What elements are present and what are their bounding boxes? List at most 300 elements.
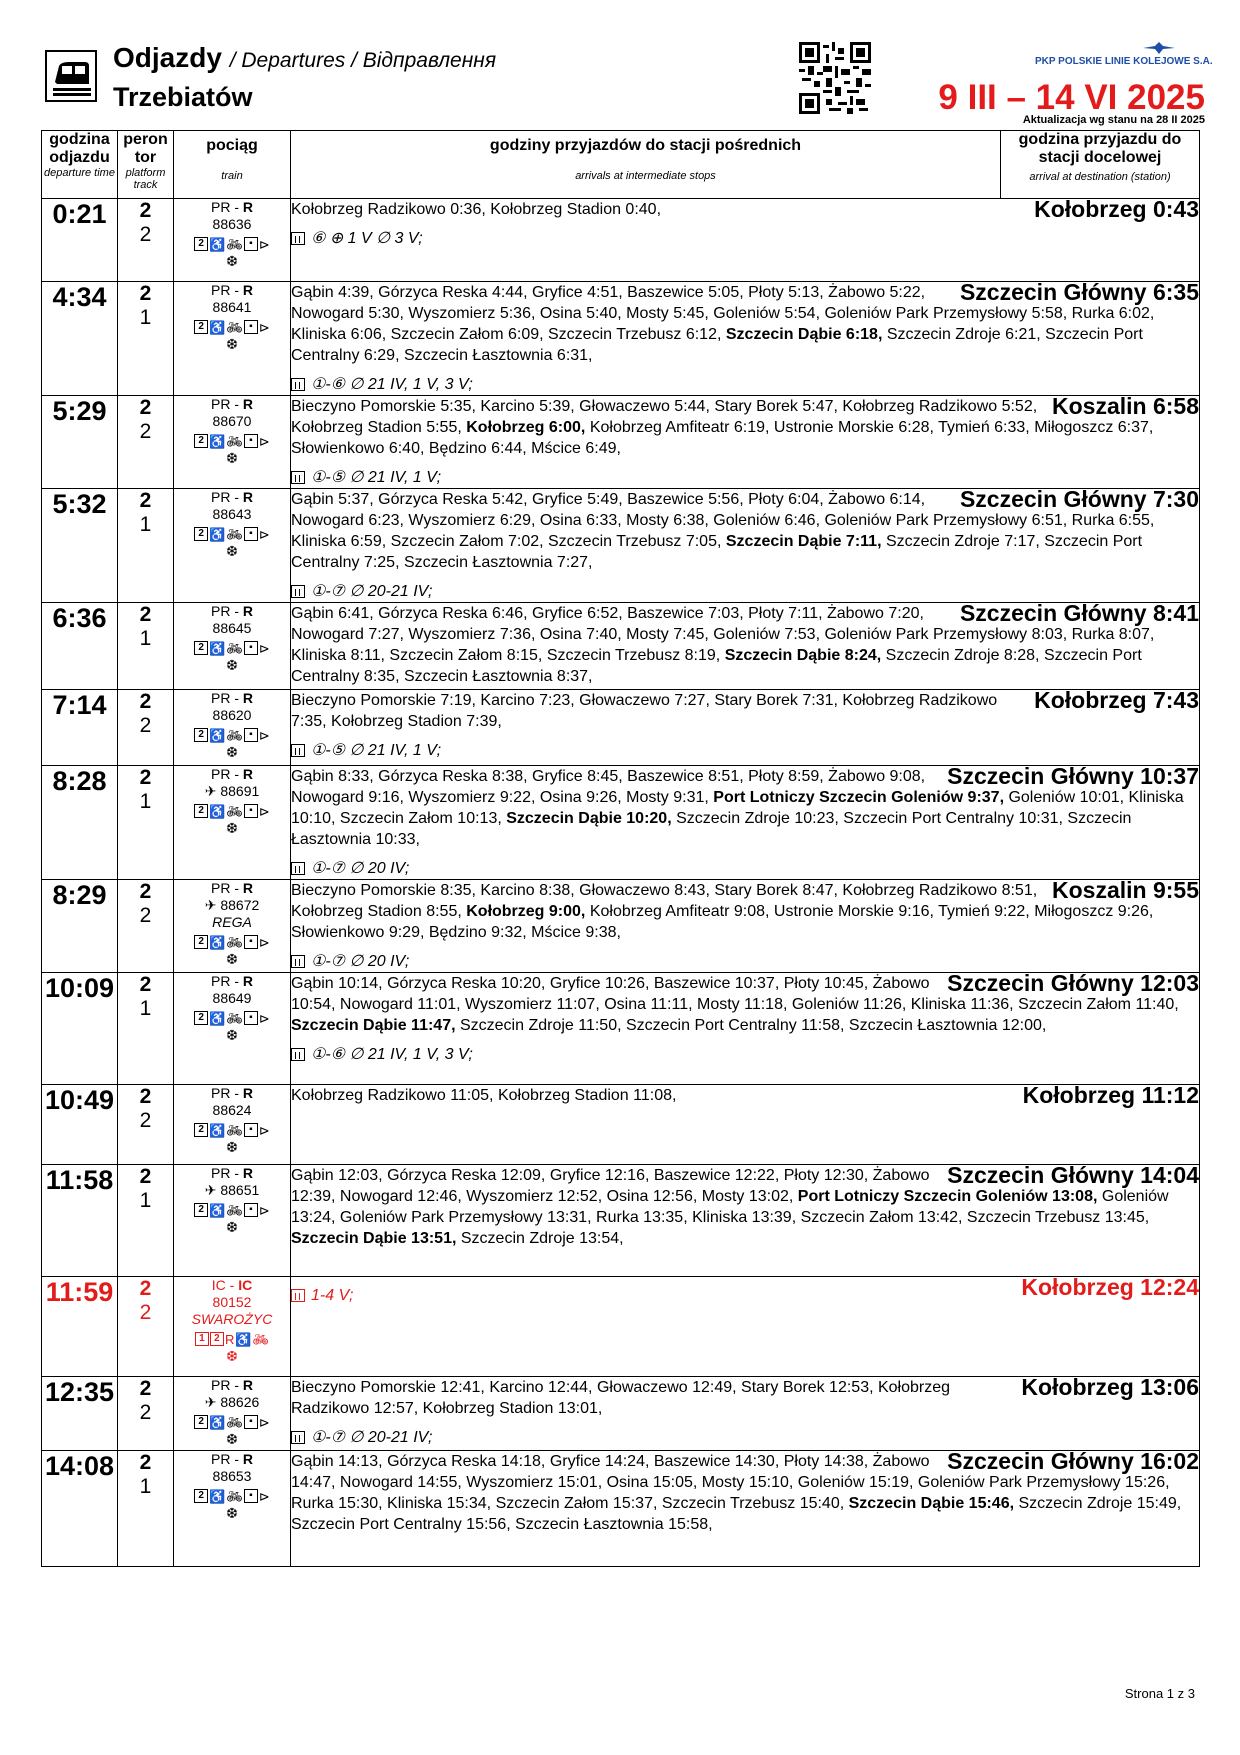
col-intermediate <box>291 131 1001 199</box>
track-number: 2 <box>139 223 152 246</box>
platform-number: 2 <box>139 766 152 789</box>
stops-cell <box>291 600 1200 690</box>
service-icons <box>194 1414 270 1431</box>
departure-time: 4:34 <box>42 282 118 396</box>
bicycle-icon: 🚲︎ <box>226 1122 243 1138</box>
bicycle-icon: 🚲︎ <box>226 727 243 743</box>
departure-time: 12:35 <box>42 1377 118 1451</box>
stops-cell <box>291 1274 1200 1377</box>
table-row <box>42 1165 1200 1277</box>
train-number-line <box>174 1468 290 1485</box>
calendar-footnote <box>291 858 1199 879</box>
calendar-footnote <box>291 581 1199 602</box>
wheelchair-icon: ♿ <box>209 1414 226 1430</box>
platform-number: 2 <box>139 880 152 903</box>
platform-number: 2 <box>139 1451 152 1474</box>
stops-cell <box>291 877 1200 973</box>
accessible-step-icon: ⊳ <box>258 1122 270 1138</box>
service-icons <box>194 319 270 336</box>
accessible-step-icon: ⊳ <box>258 526 270 542</box>
destination-arrival: Kołobrzeg 0:43 <box>1034 196 1199 222</box>
train-number: 88636 <box>212 216 252 232</box>
accessible-step-icon: ⊳ <box>258 236 270 252</box>
track-number: 1 <box>139 306 152 329</box>
intermediate-stops: Gąbin 5:37, Górzyca Reska 5:42, Gryfice 5:49, Baszewice 5:56, Płoty 6:04, Żabowo 6:14, Nowogard 6:23, Wyszomierz 6:29, Osina 6:33, Mosty 6:38, Goleniów 6:46, Goleniów Park Przemysłowy 6:51, Rurka 6:55, Kliniska 6:59, Szczecin Załom 7:02, Szczecin Trzebusz 7:05, Szczecin Dąbie 7:11, Szczecin Zdroje 7:17, Szczecin Port Centralny 7:25, Szczecin Łasztownia 7:27, <box>291 491 1155 571</box>
wheelchair-icon: ♿ <box>209 803 226 819</box>
calendar-icon <box>291 1431 305 1444</box>
col-destination <box>1001 131 1200 199</box>
table-row <box>42 766 1200 880</box>
table-row <box>42 690 1200 766</box>
col-departure-time-en: departure time <box>44 167 115 179</box>
train-category: PR - R <box>210 1377 253 1393</box>
destination-arrival: Kołobrzeg 11:12 <box>1022 1082 1199 1108</box>
page-number: Strona 1 z 3 <box>1124 1686 1195 1701</box>
stops-cell <box>291 279 1200 396</box>
train-number-line <box>174 216 290 233</box>
platform-number: 2 <box>139 199 152 222</box>
col-intermediate-label: godziny przyjazdów do stacji pośrednich <box>489 137 802 154</box>
train-number-line <box>174 783 290 800</box>
stops-cell <box>291 970 1200 1085</box>
train-cell <box>174 603 291 690</box>
service-icons <box>194 934 270 951</box>
train-number: 88649 <box>212 990 252 1006</box>
snowflake-icon: ❆ <box>226 1218 238 1235</box>
platform-cell <box>118 1085 174 1165</box>
departure-time: 7:14 <box>42 690 118 766</box>
second-class-icon: 2 <box>194 1415 208 1429</box>
calendar-icon <box>291 744 305 757</box>
snowflake-icon: ❆ <box>226 335 238 352</box>
train-category: PR - R <box>210 1165 253 1181</box>
col-platform-label: peron tor <box>123 131 168 166</box>
snowflake-icon: ❆ <box>226 743 238 760</box>
title-text: Odjazdy <box>113 42 222 73</box>
intermediate-stops: Kołobrzeg Radzikowo 11:05, Kołobrzeg Stadion 11:08, <box>291 1087 677 1104</box>
platform-number: 2 <box>139 973 152 996</box>
departure-time: 11:58 <box>42 1165 118 1277</box>
ticket-machine-icon: ▪ <box>244 527 258 541</box>
train-number: 88641 <box>212 299 252 315</box>
train-number: 88620 <box>212 707 252 723</box>
calendar-icon <box>291 232 305 245</box>
train-cell <box>174 1165 291 1277</box>
table-row <box>42 880 1200 973</box>
intermediate-stops: Gąbin 10:14, Górzyca Reska 10:20, Gryfice 10:26, Baszewice 10:37, Płoty 10:45, Żabowo 10:54, Nowogard 11:01, Wyszomierz 11:07, Osina 11:11, Mosty 11:18, Goleniów 11:26, Kliniska 11:36, Szczecin Załom 11:40, Szczecin Dąbie 11:47, Szczecin Zdroje 11:50, Szczecin Port Centralny 11:58, Szczecin Łasztownia 12:00, <box>291 975 1179 1034</box>
destination-arrival: Kołobrzeg 7:43 <box>1034 687 1199 713</box>
departure-time: 10:09 <box>42 973 118 1085</box>
second-class-icon: 2 <box>194 1203 208 1217</box>
stops-cell <box>291 196 1200 282</box>
second-class-icon: 2 <box>194 804 208 818</box>
track-number: 2 <box>139 714 152 737</box>
calendar-footnote <box>291 1427 1199 1448</box>
second-class-icon: 2 <box>194 935 208 949</box>
col-train <box>174 131 291 199</box>
train-category: IC - IC <box>211 1277 253 1293</box>
platform-number: 2 <box>139 1165 152 1188</box>
second-class-icon: 2 <box>210 1332 224 1346</box>
wheelchair-icon: ♿ <box>209 433 226 449</box>
platform-cell <box>118 1165 174 1277</box>
calendar-icon <box>291 1048 305 1061</box>
train-cell <box>174 489 291 603</box>
service-icons <box>194 727 270 744</box>
calendar-footnote <box>291 740 1199 761</box>
intermediate-stops: Gąbin 4:39, Górzyca Reska 4:44, Gryfice 4:51, Baszewice 5:05, Płoty 5:13, Żabowo 5:22, Nowogard 5:30, Wyszomierz 5:36, Osina 5:40, Mosty 5:45, Goleniów 5:54, Goleniów Park Przemysłowy 5:58, Rurka 6:02, Kliniska 6:06, Szczecin Załom 6:09, Szczecin Trzebusz 6:12, Szczecin Dąbie 6:18, Szczecin Zdroje 6:21, Szczecin Port Centralny 6:29, Szczecin Łasztownia 6:31, <box>291 284 1155 364</box>
stops-cell <box>291 393 1200 489</box>
platform-number: 2 <box>139 603 152 626</box>
footnote-text: ①-⑤ ∅ 21 IV, 1 V; <box>311 742 442 759</box>
intermediate-stops: Gąbin 6:41, Górzyca Reska 6:46, Gryfice 6:52, Baszewice 7:03, Płoty 7:11, Żabowo 7:20, Nowogard 7:27, Wyszomierz 7:36, Osina 7:40, Mosty 7:45, Goleniów 7:53, Goleniów Park Przemysłowy 8:03, Rurka 8:07, Kliniska 8:11, Szczecin Załom 8:15, Szczecin Trzebusz 8:19, Szczecin Dąbie 8:24, Szczecin Zdroje 8:28, Szczecin Port Centralny 8:35, Szczecin Łasztownia 8:37, <box>291 605 1155 685</box>
calendar-icon <box>291 585 305 598</box>
airport-icon: ✈ <box>204 1394 221 1410</box>
train-category: PR - R <box>210 199 253 215</box>
calendar-icon <box>291 378 305 391</box>
table-row <box>42 973 1200 1085</box>
train-category: PR - R <box>210 880 253 896</box>
train-name: SWAROŻYC <box>191 1311 273 1327</box>
airport-icon: ✈ <box>204 897 221 913</box>
platform-cell <box>118 199 174 282</box>
departure-time: 5:29 <box>42 396 118 489</box>
ticket-machine-icon: ▪ <box>244 320 258 334</box>
second-class-icon: 2 <box>194 320 208 334</box>
ticket-machine-icon: ▪ <box>244 728 258 742</box>
wheelchair-icon: ♿ <box>209 1010 226 1026</box>
table-row <box>42 396 1200 489</box>
platform-number: 2 <box>139 489 152 512</box>
train-number: 88643 <box>212 506 252 522</box>
departure-time: 8:29 <box>42 880 118 973</box>
snowflake-icon: ❆ <box>226 656 238 673</box>
train-cell <box>174 1377 291 1451</box>
footnote-text: ①-⑦ ∅ 20 IV; <box>311 860 410 877</box>
calendar-icon <box>291 471 305 484</box>
platform-cell <box>118 690 174 766</box>
title-translations: / Departures / Відправлення <box>229 49 497 72</box>
track-number: 1 <box>139 1189 152 1212</box>
track-number: 1 <box>139 513 152 536</box>
stops-cell <box>291 763 1200 880</box>
platform-cell <box>118 766 174 880</box>
col-departure-time <box>42 131 118 199</box>
table-row <box>42 1377 1200 1451</box>
second-class-icon: 2 <box>194 237 208 251</box>
bicycle-icon: 🚲︎ <box>252 1331 270 1347</box>
train-number-line <box>174 413 290 430</box>
train-cell <box>174 1451 291 1567</box>
destination-arrival: Koszalin 6:58 <box>1052 393 1199 419</box>
operator-name: PKP POLSKIE LINIE KOLEJOWE S.A. <box>1035 56 1213 67</box>
departure-time: 10:49 <box>42 1085 118 1165</box>
page-header <box>45 40 1213 130</box>
snowflake-icon: ❆ <box>226 1138 238 1155</box>
stops-cell <box>291 1162 1200 1277</box>
snowflake-icon: ❆ <box>226 819 238 836</box>
train-category: PR - R <box>210 973 253 989</box>
calendar-footnote <box>291 228 1199 249</box>
destination-arrival: Szczecin Główny 7:30 <box>959 486 1199 512</box>
destination-arrival: Kołobrzeg 12:24 <box>1021 1274 1199 1300</box>
accessible-step-icon: ⊳ <box>258 934 270 950</box>
intermediate-stops: Gąbin 12:03, Górzyca Reska 12:09, Gryfice 12:16, Baszewice 12:22, Płoty 12:30, Żabowo 12:39, Nowogard 12:46, Wyszomierz 12:52, Osina 12:56, Mosty 13:02, Port Lotniczy Szczecin Goleniów 13:08, Goleniów 13:24, Goleniów Park Przemysłowy 13:31, Rurka 13:35, Kliniska 13:39, Szczecin Załom 13:42, Szczecin Trzebusz 13:45, Szczecin Dąbie 13:51, Szczecin Zdroje 13:54, <box>291 1167 1169 1247</box>
intermediate-stops: Gąbin 14:13, Górzyca Reska 14:18, Gryfice 14:24, Baszewice 14:30, Płoty 14:38, Żabowo 14:47, Nowogard 14:55, Wyszomierz 15:01, Osina 15:05, Mosty 15:10, Goleniów 15:19, Goleniów Park Przemysłowy 15:26, Rurka 15:30, Kliniska 15:34, Szczecin Załom 15:37, Szczecin Trzebusz 15:40, Szczecin Dąbie 15:46, Szczecin Zdroje 15:49, Szczecin Port Centralny 15:56, Szczecin Łasztownia 15:58, <box>291 1453 1182 1533</box>
wheelchair-icon: ♿ <box>209 526 226 542</box>
bicycle-icon: 🚲︎ <box>226 1488 243 1504</box>
train-cell <box>174 1277 291 1377</box>
airport-icon: ✈ <box>204 1182 221 1198</box>
train-number-line <box>174 897 290 914</box>
train-cell <box>174 282 291 396</box>
airport-icon: ✈ <box>204 783 221 799</box>
table-row <box>42 489 1200 603</box>
calendar-icon <box>291 1289 305 1302</box>
train-number: 88670 <box>212 413 252 429</box>
track-number: 2 <box>139 1301 152 1324</box>
col-train-label: pociąg <box>206 137 258 154</box>
footnote-text: ①-⑦ ∅ 20-21 IV; <box>311 1429 433 1446</box>
train-number-line <box>174 1182 290 1199</box>
train-category: PR - R <box>210 603 253 619</box>
second-class-icon: 2 <box>194 641 208 655</box>
table-row <box>42 199 1200 282</box>
operator-logo <box>1035 42 1213 67</box>
accessible-step-icon: ⊳ <box>258 319 270 335</box>
calendar-footnote <box>291 951 1199 972</box>
footnote-text: ①-⑦ ∅ 20 IV; <box>311 953 410 970</box>
train-number-line <box>174 1294 290 1311</box>
table-row <box>42 1277 1200 1377</box>
station-name: Trzebiatów <box>113 82 253 112</box>
validity-period: 9 III – 14 VI 2025 <box>938 78 1205 117</box>
departure-time: 5:32 <box>42 489 118 603</box>
bicycle-icon: 🚲︎ <box>226 934 243 950</box>
departure-time: 11:59 <box>42 1277 118 1377</box>
snowflake-icon: ❆ <box>226 252 238 269</box>
reservation-icon: R <box>224 1331 235 1347</box>
ticket-machine-icon: ▪ <box>244 1415 258 1429</box>
wheelchair-icon: ♿ <box>209 1202 226 1218</box>
service-icons <box>194 433 270 450</box>
train-category: PR - R <box>210 766 253 782</box>
platform-number: 2 <box>139 282 152 305</box>
stops-cell <box>291 1448 1200 1567</box>
train-category: PR - R <box>210 396 253 412</box>
second-class-icon: 2 <box>194 728 208 742</box>
destination-arrival: Szczecin Główny 10:37 <box>947 763 1199 789</box>
departure-time: 14:08 <box>42 1451 118 1567</box>
destination-arrival: Szczecin Główny 16:02 <box>947 1448 1199 1474</box>
second-class-icon: 2 <box>194 434 208 448</box>
table-row <box>42 1085 1200 1165</box>
stops-cell <box>291 1374 1200 1451</box>
first-class-icon: 1 <box>195 1332 209 1346</box>
table-header-row <box>42 131 1200 199</box>
accessible-step-icon: ⊳ <box>258 1414 270 1430</box>
ticket-machine-icon: ▪ <box>244 1011 258 1025</box>
footnote-text: ①-⑥ ∅ 21 IV, 1 V, 3 V; <box>311 376 473 393</box>
snowflake-icon: ❆ <box>226 1504 238 1521</box>
track-number: 2 <box>139 1401 152 1424</box>
train-number-line <box>174 299 290 316</box>
service-icons <box>194 803 270 820</box>
snowflake-icon: ❆ <box>226 1430 238 1447</box>
intermediate-stops: Bieczyno Pomorskie 5:35, Karcino 5:39, Głowaczewo 5:44, Stary Borek 5:47, Kołobrzeg Radzikowo 5:52, Kołobrzeg Stadion 5:55, Kołobrzeg 6:00, Kołobrzeg Amfiteatr 6:19, Ustronie Morskie 6:28, Tymień 6:33, Miłogoszcz 6:37, Słowienkowo 6:40, Będzino 6:44, Mścice 6:49, <box>291 398 1154 457</box>
snowflake-icon: ❆ <box>226 542 238 559</box>
bicycle-icon: 🚲︎ <box>226 433 243 449</box>
track-number: 2 <box>139 1109 152 1132</box>
train-name: REGA <box>212 914 252 930</box>
departure-time: 6:36 <box>42 603 118 690</box>
train-cell <box>174 199 291 282</box>
train-number-line <box>174 707 290 724</box>
accessible-step-icon: ⊳ <box>258 1488 270 1504</box>
train-cell <box>174 880 291 973</box>
calendar-footnote <box>291 467 1199 488</box>
col-destination-label: godzina przyjazdu do stacji docelowej <box>1018 131 1182 166</box>
platform-cell <box>118 880 174 973</box>
service-icons <box>194 1488 270 1505</box>
footnote-text: ①-⑦ ∅ 20-21 IV; <box>311 583 433 600</box>
bicycle-icon: 🚲︎ <box>226 1202 243 1218</box>
table-row <box>42 282 1200 396</box>
platform-cell <box>118 973 174 1085</box>
train-cell <box>174 1085 291 1165</box>
second-class-icon: 2 <box>194 1489 208 1503</box>
train-number-line <box>174 620 290 637</box>
wheelchair-icon: ♿ <box>209 1122 226 1138</box>
stops-cell <box>291 687 1200 766</box>
destination-arrival: Kołobrzeg 13:06 <box>1021 1374 1199 1400</box>
train-number: 88651 <box>220 1182 260 1198</box>
second-class-icon: 2 <box>194 1123 208 1137</box>
calendar-icon <box>291 862 305 875</box>
departure-time: 0:21 <box>42 199 118 282</box>
ticket-machine-icon: ▪ <box>244 641 258 655</box>
track-number: 1 <box>139 627 152 650</box>
train-number-line <box>174 1102 290 1119</box>
platform-number: 2 <box>139 396 152 419</box>
service-icons <box>194 236 270 253</box>
update-note: Aktualizacja wg stanu na 28 II 2025 <box>1022 114 1205 126</box>
platform-number: 2 <box>139 1377 152 1400</box>
ticket-machine-icon: ▪ <box>244 804 258 818</box>
train-category: PR - R <box>210 1451 253 1467</box>
wheelchair-icon: ♿ <box>209 319 226 335</box>
accessible-step-icon: ⊳ <box>258 433 270 449</box>
col-intermediate-en: arrivals at intermediate stops <box>575 170 716 182</box>
snowflake-icon: ❆ <box>226 1347 238 1364</box>
train-number: 88672 <box>220 897 260 913</box>
accessible-step-icon: ⊳ <box>258 1202 270 1218</box>
ticket-machine-icon: ▪ <box>244 935 258 949</box>
calendar-icon <box>291 955 305 968</box>
bicycle-icon: 🚲︎ <box>226 640 243 656</box>
col-platform-en: platform track <box>125 167 166 191</box>
train-category: PR - R <box>210 690 253 706</box>
train-number: 88653 <box>212 1468 252 1484</box>
footnote-text: 1-4 V; <box>311 1287 354 1304</box>
track-number: 1 <box>139 997 152 1020</box>
track-number: 2 <box>139 904 152 927</box>
second-class-icon: 2 <box>194 527 208 541</box>
page-title <box>113 42 496 74</box>
train-cell <box>174 766 291 880</box>
ticket-machine-icon: ▪ <box>244 1489 258 1503</box>
train-number: 80152 <box>212 1294 252 1310</box>
platform-cell <box>118 603 174 690</box>
platform-number: 2 <box>139 1277 152 1300</box>
table-row <box>42 603 1200 690</box>
train-number: 88624 <box>212 1102 252 1118</box>
track-number: 2 <box>139 420 152 443</box>
col-platform <box>118 131 174 199</box>
platform-cell <box>118 489 174 603</box>
footnote-text: ①-⑤ ∅ 21 IV, 1 V; <box>311 469 442 486</box>
snowflake-icon: ❆ <box>226 950 238 967</box>
train-number-line <box>174 506 290 523</box>
bicycle-icon: 🚲︎ <box>226 803 243 819</box>
snowflake-icon: ❆ <box>226 1026 238 1043</box>
destination-arrival: Szczecin Główny 12:03 <box>947 970 1199 996</box>
destination-arrival: Szczecin Główny 6:35 <box>959 279 1199 305</box>
ticket-machine-icon: ▪ <box>244 1123 258 1137</box>
bicycle-icon: 🚲︎ <box>226 1414 243 1430</box>
departure-time: 8:28 <box>42 766 118 880</box>
service-icons <box>194 1122 270 1139</box>
accessible-step-icon: ⊳ <box>258 640 270 656</box>
platform-cell <box>118 282 174 396</box>
accessible-step-icon: ⊳ <box>258 1010 270 1026</box>
accessible-step-icon: ⊳ <box>258 803 270 819</box>
wheelchair-icon: ♿ <box>235 1331 252 1347</box>
snowflake-icon: ❆ <box>226 449 238 466</box>
timetable <box>41 130 1200 1567</box>
col-departure-time-label: godzina odjazdu <box>49 131 110 166</box>
destination-arrival: Koszalin 9:55 <box>1052 877 1199 903</box>
table-row <box>42 1451 1200 1567</box>
platform-cell <box>118 1377 174 1451</box>
bicycle-icon: 🚲︎ <box>226 236 243 252</box>
train-number-line <box>174 990 290 1007</box>
intermediate-stops: Bieczyno Pomorskie 12:41, Karcino 12:44, Głowaczewo 12:49, Stary Borek 12:53, Kołobrzeg Radzikowo 12:57, Kołobrzeg Stadion 13:01, <box>291 1379 951 1417</box>
train-number: 88691 <box>220 783 260 799</box>
col-train-en: train <box>221 170 243 182</box>
train-number-line <box>174 1394 290 1411</box>
stops-cell <box>291 1082 1200 1165</box>
calendar-footnote <box>291 1044 1199 1065</box>
wheelchair-icon: ♿ <box>209 727 226 743</box>
destination-arrival: Szczecin Główny 8:41 <box>959 600 1199 626</box>
stops-cell <box>291 486 1200 603</box>
calendar-footnote <box>291 374 1199 395</box>
train-category: PR - R <box>210 489 253 505</box>
footnote-text: ⑥ ⊕ 1 V ∅ 3 V; <box>311 230 423 247</box>
accessible-step-icon: ⊳ <box>258 727 270 743</box>
destination-arrival: Szczecin Główny 14:04 <box>947 1162 1199 1188</box>
bicycle-icon: 🚲︎ <box>226 1010 243 1026</box>
bicycle-icon: 🚲︎ <box>226 526 243 542</box>
intermediate-stops: Gąbin 8:33, Górzyca Reska 8:38, Gryfice 8:45, Baszewice 8:51, Płoty 8:59, Żabowo 9:08, Nowogard 9:16, Wyszomierz 9:22, Osina 9:26, Mosty 9:31, Port Lotniczy Szczecin Goleniów 9:37, Goleniów 10:01, Kliniska 10:10, Szczecin Załom 10:13, Szczecin Dąbie 10:20, Szczecin Zdroje 10:23, Szczecin Port Centralny 10:31, Szczecin Łasztownia 10:33, <box>291 768 1184 848</box>
service-icons <box>194 1010 270 1027</box>
platform-number: 2 <box>139 1085 152 1108</box>
intermediate-stops: Bieczyno Pomorskie 8:35, Karcino 8:38, Głowaczewo 8:43, Stary Borek 8:47, Kołobrzeg Radzikowo 8:51, Kołobrzeg Stadion 8:55, Kołobrzeg 9:00, Kołobrzeg Amfiteatr 9:08, Ustronie Morskie 9:16, Tymień 9:22, Miłogoszcz 9:26, Słowienkowo 9:29, Będzino 9:32, Mścice 9:38, <box>291 882 1154 941</box>
train-category: PR - R <box>210 1085 253 1101</box>
second-class-icon: 2 <box>194 1011 208 1025</box>
intermediate-stops: Bieczyno Pomorskie 7:19, Karcino 7:23, Głowaczewo 7:27, Stary Borek 7:31, Kołobrzeg Radzikowo 7:35, Kołobrzeg Stadion 7:39, <box>291 692 998 730</box>
